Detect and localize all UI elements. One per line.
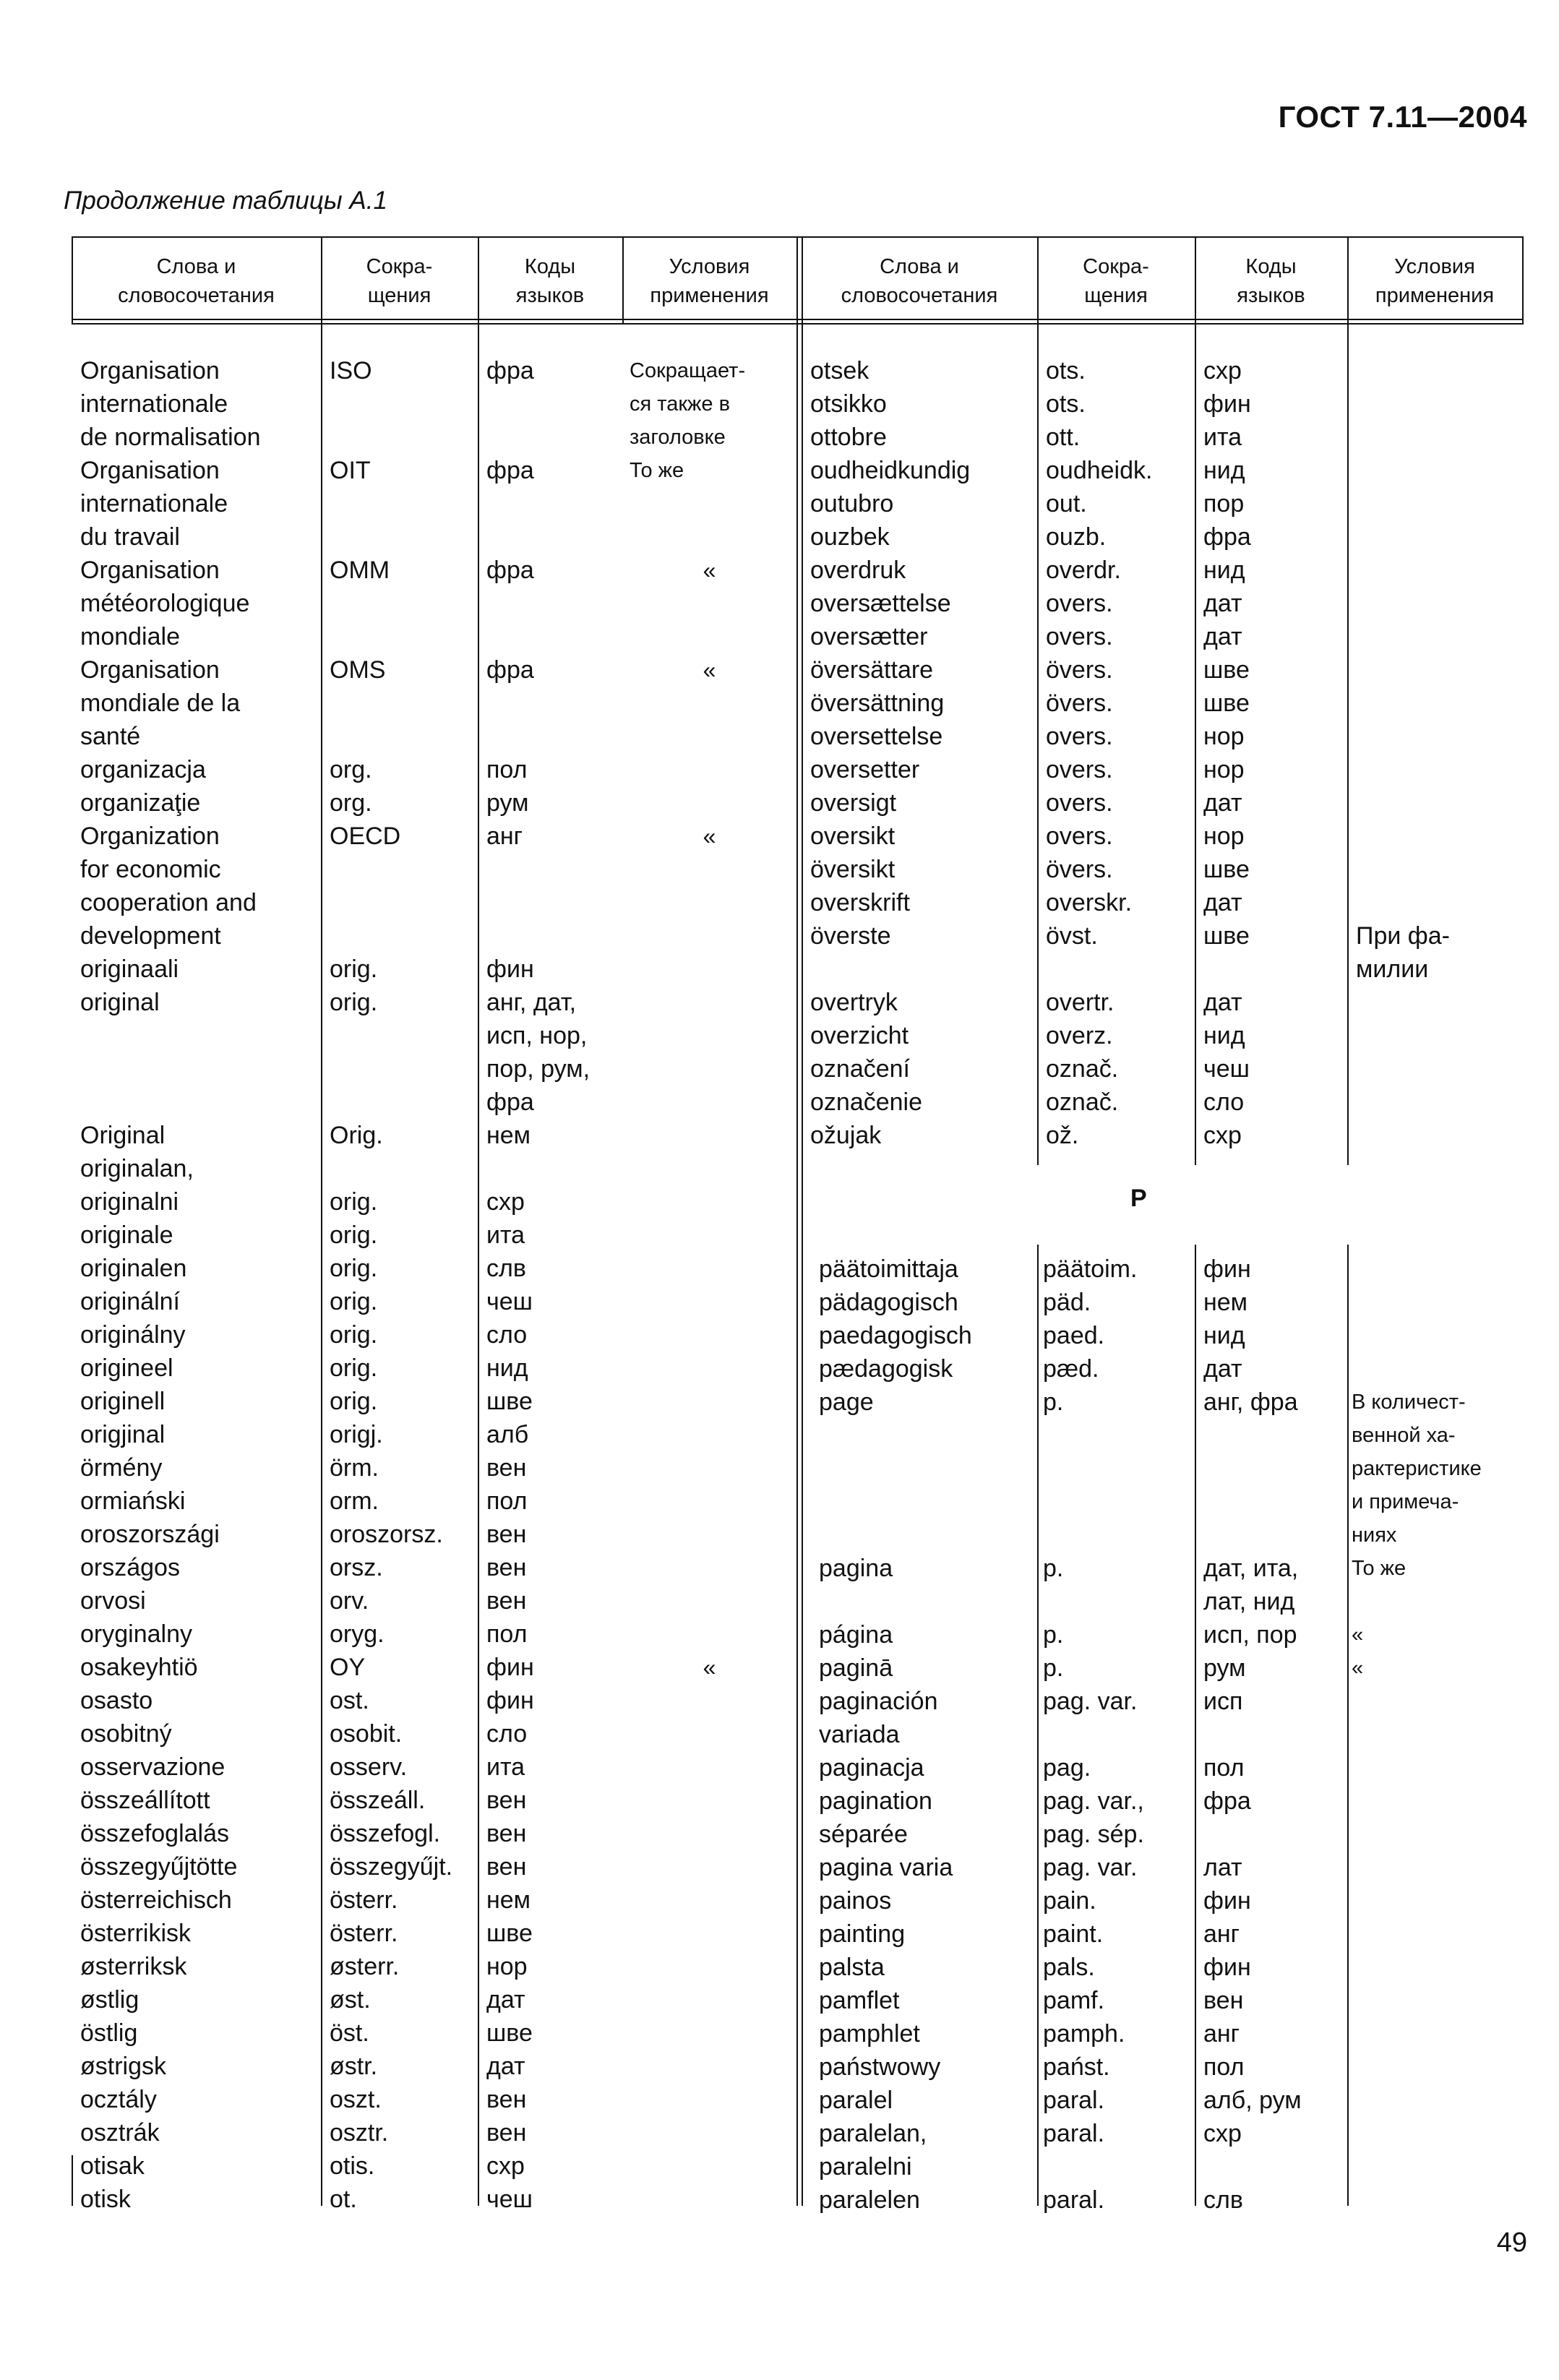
- header-codes: [478, 252, 622, 310]
- left-condition-text: «: [703, 657, 716, 683]
- table-caption: Продолжение таблицы А.1: [64, 186, 387, 215]
- header-words-text: Слова и словосочетания: [118, 255, 275, 307]
- left-codes-column: фра фра фра фра пол рум анг фин анг, дат, исп, нор, пор, рум, фра нем схр ита слв чеш сло нид шве алб вен пол вен вен вен пол фин фин сло ита вен вен вен нем шве нор дат шве дат вен вен схр чеш: [486, 357, 590, 2213]
- left-abbr-column: ISO OIT OMM OMS org. org. OECD orig. orig. Orig. orig. orig. orig. orig. orig. orig. orig. origj. örm. orm. oroszorsz. orsz. orv. oryg. OY ost. osobit. osserv. összeáll. összefogl. összegyűjt. österr. österr. østerr. øst. öst. østr. oszt. osztr. otis. ot.: [330, 357, 453, 2213]
- right-top-words-column: otsek otsikko ottobre oudheidkundig outubro ouzbek overdruk oversættelse oversætter översättare översättning oversettelse oversetter oversigt oversikt översikt overskrift överste overtryk overzicht označení označenie ožujak: [810, 357, 971, 1149]
- document-code: ГОСТ 7.11—2004: [1278, 100, 1527, 134]
- header-words-right: [802, 252, 1037, 310]
- page-number: 49: [1496, 2228, 1527, 2258]
- abbreviation-table: [72, 236, 1524, 2214]
- col-divider-5-bottom: [1037, 1245, 1039, 2206]
- header-words-right-text: Слова и словосочетания: [841, 255, 998, 307]
- header-conditions: [622, 252, 796, 310]
- border-right-header: [1522, 236, 1524, 323]
- header-conditions-text: Условия применения: [650, 255, 769, 307]
- col-divider-6-top: [1195, 236, 1196, 1165]
- col-divider-2: [478, 236, 479, 2206]
- header-codes-right-text: Коды языков: [1237, 255, 1305, 307]
- col-divider-6-bottom: [1195, 1245, 1196, 2206]
- right-top-conditions-column: При фа- милии: [1356, 922, 1450, 983]
- col-divider-1: [321, 236, 322, 2206]
- right-bottom-conditions-column: В количест- венной ха- рактеристике и примеча- ниях То же « «: [1352, 1391, 1482, 1680]
- left-condition-text: ся также в: [630, 392, 731, 416]
- section-letter: P: [1130, 1185, 1147, 1212]
- left-words-column: Organisation internationale de normalisation Organisation internationale du travail Organisation météorologique mondiale Organisation mondiale de la santé organizacja organizaţie Organization for economic cooperation and development originaali original Original originalan, originalni originale originalen originální originálny origineel originell origjinal örmény ormiański oroszországi országos orvosi oryginalny osakeyhtiö osasto osobitný osservazione összeállított összefoglalás összegyűjtötte österreichisch österrikisk østerriksk østlig östlig østrigsk oсztály osztrák otisak otisk: [80, 357, 261, 2213]
- right-top-codes-column: схр фин ита нид пор фра нид дат дат шве шве нор нор дат нор шве дат шве дат нид чеш сло схр: [1203, 357, 1251, 1149]
- right-bottom-words-column: päätoimittaja pädagogisch paedagogisch pædagogisk page pagina página paginā paginación variada paginacja pagination séparée pagina varia painos painting palsta pamflet pamphlet państwowy paralel paralelan, paralelni paralelen: [819, 1255, 972, 2214]
- left-condition-text: То же: [630, 459, 684, 482]
- header-codes-right: [1195, 252, 1347, 310]
- header-codes-text: Коды языков: [515, 255, 585, 307]
- col-divider-4a: [796, 236, 798, 2206]
- left-condition-text: заголовке: [630, 426, 726, 449]
- header-abbr-text: Сокра- щения: [366, 255, 433, 307]
- right-bottom-abbr-column: päätoim. päd. paed. pæd. p. p. p. p. pag. var. pag. pag. var., pag. sép. pag. var. pain. paint. pals. pamf. pamph. państ. paral. paral. paral.: [1043, 1255, 1144, 2214]
- header-abbr: [321, 252, 478, 310]
- header-conditions-right: [1347, 252, 1522, 310]
- header-abbr-right-text: Сокра- щения: [1083, 255, 1149, 307]
- col-divider-7-top: [1347, 236, 1349, 1165]
- header-conditions-right-text: Условия применения: [1375, 255, 1495, 307]
- header-abbr-right: [1037, 252, 1195, 310]
- header-words: [72, 252, 321, 310]
- col-divider-5-top: [1037, 236, 1039, 1165]
- right-top-abbr-column: ots. ots. ott. oudheidk. out. ouzb. overdr. overs. overs. övers. övers. overs. overs. overs. overs. övers. overskr. övst. overtr. overz. označ. označ. ož.: [1046, 357, 1153, 1149]
- left-condition-text: «: [703, 823, 716, 849]
- left-condition-text: «: [703, 557, 716, 583]
- right-bottom-codes-column: фин нем нид дат анг, фра дат, ита, лат, нид исп, пор рум исп пол фра лат фин анг фин вен анг пол алб, рум схр слв: [1203, 1255, 1302, 2214]
- left-condition-text: Сокращает-: [630, 359, 746, 382]
- border-left-bottom: [72, 2155, 73, 2206]
- col-divider-7-bottom: [1347, 1245, 1349, 2206]
- col-divider-4b: [802, 236, 803, 2206]
- left-condition-text: «: [703, 1654, 716, 1680]
